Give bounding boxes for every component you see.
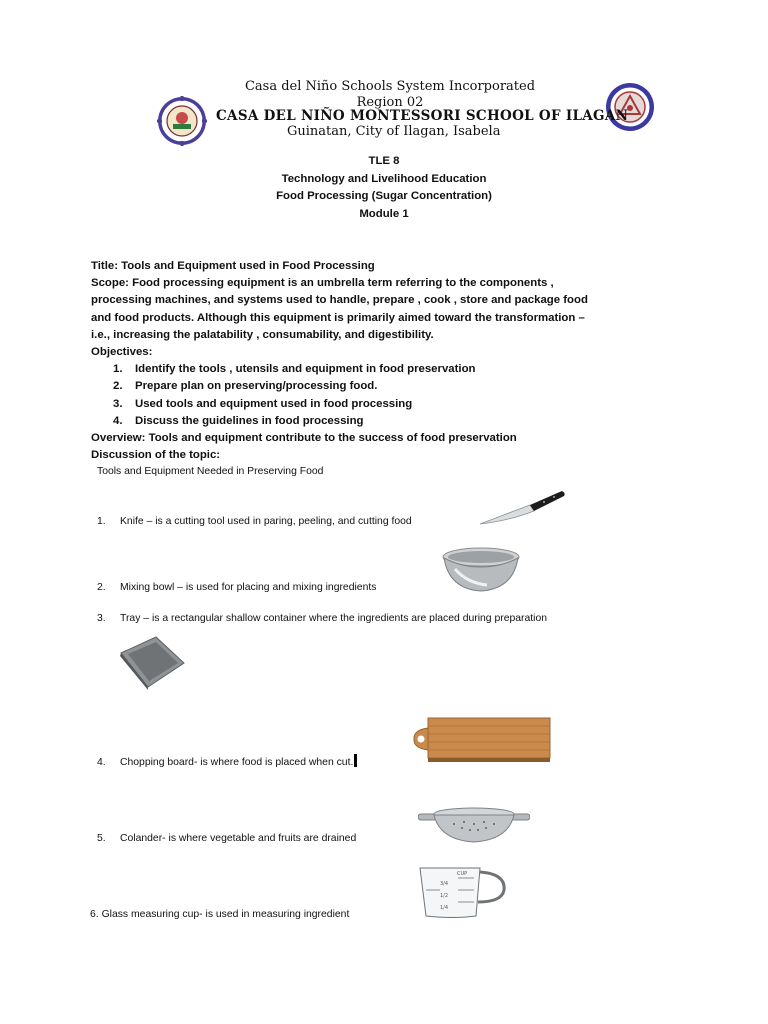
scope-line: i.e., increasing the palatability , consumability, and digestibility. xyxy=(91,328,434,341)
colander-icon xyxy=(418,800,530,846)
tool-text: Colander- is where vegetable and fruits are drained xyxy=(120,833,357,844)
region-label: Region 02 xyxy=(356,95,424,110)
scope-line: and food products. Although this equipment is primarily aimed toward the transformation – xyxy=(91,311,585,324)
school-system-name: Casa del Niño Schools System Incorporated xyxy=(244,79,536,94)
course-topic: Food Processing (Sugar Concentration) xyxy=(276,190,492,202)
knife-icon xyxy=(478,487,566,527)
tool-item-mixing-bowl xyxy=(97,582,376,593)
tool-text: Glass measuring cup- is used in measuring ingredient xyxy=(101,909,350,920)
tool-item-colander xyxy=(97,833,356,844)
objective-item xyxy=(91,396,691,413)
cup-mark: 1/2 xyxy=(440,893,449,899)
tray-icon xyxy=(118,633,188,691)
cup-label: CUP xyxy=(457,871,468,877)
measuring-cup-icon xyxy=(414,862,510,920)
mixing-bowl-icon xyxy=(441,545,521,595)
tool-item-chopping-board xyxy=(97,754,357,768)
tool-text: Chopping board- is where food is placed when cut. xyxy=(120,757,354,768)
objective-text: Used tools and equipment used in food processing xyxy=(135,397,413,410)
tool-text: Tray – is a rectangular shallow container where the ingredients are placed during preparation xyxy=(120,613,548,624)
objective-item xyxy=(91,378,691,395)
tool-item-tray xyxy=(97,613,547,624)
tool-item-measuring-cup xyxy=(90,909,349,920)
objective-text: Discuss the guidelines in food processing xyxy=(135,414,364,427)
objective-number: 3. xyxy=(113,397,123,410)
text-cursor xyxy=(354,754,357,767)
tool-number: 1. xyxy=(97,516,106,527)
overview-text: Overview: Tools and equipment contribute to the success of food preservation xyxy=(91,432,517,445)
scope-line: Scope: Food processing equipment is an umbrella term referring to the components , xyxy=(91,277,554,290)
discussion-label: Discussion of the topic: xyxy=(91,449,221,462)
objective-number: 4. xyxy=(113,414,123,427)
document-body xyxy=(91,258,691,464)
course-code: TLE 8 xyxy=(368,155,400,167)
cup-mark: 1/4 xyxy=(440,905,449,911)
school-name: CASA DEL NIÑO MONTESSORI SCHOOL OF ILAGAN xyxy=(216,108,629,124)
module-label: Module 1 xyxy=(359,208,409,220)
scope-line: processing machines, and systems used to handle, prepare , cook , store and package food xyxy=(91,294,588,307)
tool-number: 2. xyxy=(97,582,106,593)
tool-text: Mixing bowl – is used for placing and mixing ingredients xyxy=(120,582,377,593)
school-address: Guinatan, City of Ilagan, Isabela xyxy=(287,124,501,139)
tools-subheading: Tools and Equipment Needed in Preserving Food xyxy=(97,466,324,477)
objectives-label: Objectives: xyxy=(91,346,153,359)
course-name: Technology and Livelihood Education xyxy=(281,173,487,185)
cup-mark: 3/4 xyxy=(440,881,449,887)
tool-number: 3. xyxy=(97,613,106,624)
tool-text: Knife – is a cutting tool used in paring, peeling, and cutting food xyxy=(120,516,412,527)
objective-text: Prepare plan on preserving/processing food. xyxy=(135,380,378,393)
objective-item xyxy=(91,413,691,430)
objective-number: 1. xyxy=(113,363,123,376)
objective-text: Identify the tools , utensils and equipment in food preservation xyxy=(135,363,476,376)
tool-number: 5. xyxy=(97,833,106,844)
chopping-board-icon xyxy=(410,708,556,768)
objective-item xyxy=(91,361,691,378)
tool-number: 4. xyxy=(97,757,106,768)
objective-number: 2. xyxy=(113,380,123,393)
lesson-title: Title: Tools and Equipment used in Food Processing xyxy=(91,260,375,272)
tool-item-knife xyxy=(97,516,412,527)
tool-number: 6. xyxy=(90,909,99,920)
